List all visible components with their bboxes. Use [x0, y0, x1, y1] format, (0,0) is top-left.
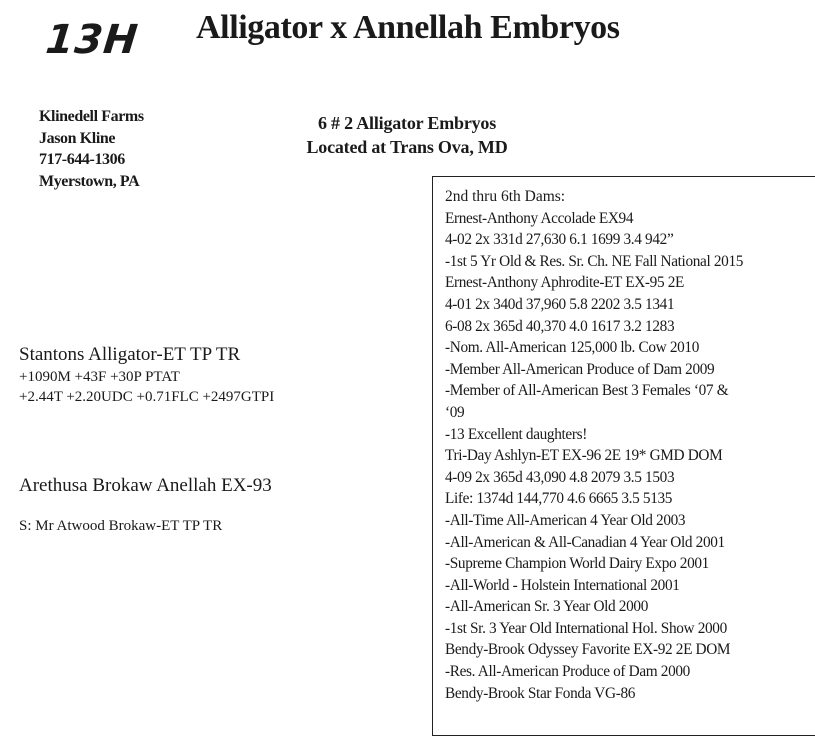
pedigree-line: -1st Sr. 3 Year Old International Hol. Show 2000 — [445, 619, 727, 637]
pedigree-line: 4-09 2x 365d 43,090 4.8 2079 3.5 1503 — [445, 468, 675, 486]
pedigree-line: -Member All-American Produce of Dam 2009 — [445, 360, 715, 378]
pedigree-line: Bendy-Brook Odyssey Favorite EX-92 2E DOM — [445, 641, 731, 659]
pedigree-line: -All-American & All-Canadian 4 Year Old 2001 — [445, 533, 725, 551]
seller-location: Myerstown, PA — [39, 172, 140, 190]
pedigree-line: Life: 1374d 144,770 4.6 6665 3.5 5135 — [445, 490, 673, 508]
seller-name: Jason Kline — [39, 129, 116, 147]
pedigree-line: Bendy-Brook Star Fonda VG-86 — [445, 684, 636, 702]
lot-number: 13H — [43, 17, 141, 63]
pedigree-line: -Res. All-American Produce of Dam 2000 — [445, 663, 690, 681]
pedigree-line: -All-American Sr. 3 Year Old 2000 — [445, 598, 649, 616]
sire-proof-line-1: +1090M +43F +30P PTAT — [19, 369, 180, 385]
seller-phone: 717-644-1306 — [39, 151, 125, 168]
dam-sire-line: S: Mr Atwood Brokaw-ET TP TR — [19, 518, 223, 534]
pedigree-line: -1st 5 Yr Old & Res. Sr. Ch. NE Fall National 2015 — [445, 252, 744, 270]
pedigree-list — [445, 186, 815, 704]
pedigree-line: -Nom. All-American 125,000 lb. Cow 2010 — [445, 339, 700, 357]
offer-line-2: Located at Trans Ova, MD — [306, 137, 508, 157]
pedigree-line: ‘09 — [445, 403, 465, 421]
seller-contact-block — [39, 106, 144, 192]
seller-farm: Klinedell Farms — [39, 108, 144, 125]
page-title: Alligator x Annellah Embryos — [196, 9, 620, 46]
pedigree-heading: 2nd thru 6th Dams: — [445, 188, 566, 205]
sire-name: Stantons Alligator-ET TP TR — [19, 344, 241, 365]
offer-line-1: 6 # 2 Alligator Embryos — [317, 113, 497, 133]
pedigree-line: -Member of All-American Best 3 Females ‘07 & — [445, 382, 729, 400]
pedigree-line: 6-08 2x 365d 40,370 4.0 1617 3.2 1283 — [445, 317, 675, 335]
pedigree-line: 4-01 2x 340d 37,960 5.8 2202 3.5 1341 — [445, 295, 675, 313]
pedigree-line: -All-World - Holstein International 2001 — [445, 576, 680, 594]
pedigree-line: 4-02 2x 331d 27,630 6.1 1699 3.4 942” — [445, 231, 674, 249]
dam-name: Arethusa Brokaw Anellah EX-93 — [19, 475, 272, 496]
pedigree-line: Ernest-Anthony Accolade EX94 — [445, 209, 634, 227]
sire-proof-line-2: +2.44T +2.20UDC +0.71FLC +2497GTPI — [19, 389, 275, 405]
sire-block — [19, 342, 274, 407]
pedigree-line: Tri-Day Ashlyn-ET EX-96 2E 19* GMD DOM — [445, 447, 723, 465]
pedigree-line: -13 Excellent daughters! — [445, 425, 587, 443]
dam-block — [19, 473, 272, 536]
offer-block — [270, 111, 544, 159]
pedigree-line: Ernest-Anthony Aphrodite-ET EX-95 2E — [445, 274, 685, 292]
pedigree-line: -All-Time All-American 4 Year Old 2003 — [445, 511, 686, 529]
pedigree-line: -Supreme Champion World Dairy Expo 2001 — [445, 555, 709, 573]
